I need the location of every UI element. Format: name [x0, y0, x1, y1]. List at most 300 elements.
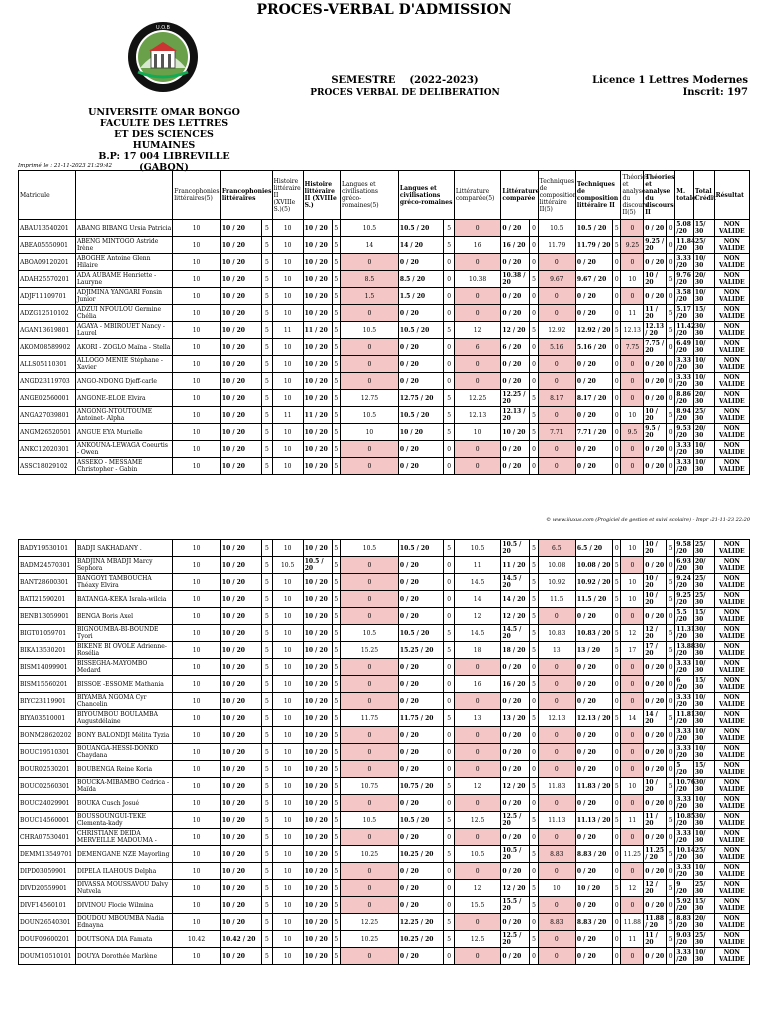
- total-credit-cell: 15/ 30: [693, 220, 714, 237]
- table-row: [19, 574, 750, 591]
- hist-score-cell: 10: [272, 390, 303, 407]
- hist-credit-cell: 5: [332, 540, 340, 557]
- theo-score-cell: 11: [621, 305, 644, 322]
- total-credit-cell: 25/ 30: [693, 407, 714, 424]
- franc-score-cell: 10: [173, 710, 221, 727]
- litt-note-cell: 0 / 20: [501, 441, 530, 458]
- hist-score-cell: 10: [272, 778, 303, 795]
- tech-score-cell: 7.71: [538, 424, 575, 441]
- lang-score-cell: 10.5: [340, 322, 398, 339]
- franc-score-cell: 10: [173, 642, 221, 659]
- franc-note-cell: 10 / 20: [220, 220, 261, 237]
- franc-score-cell: 10: [173, 356, 221, 373]
- lang-score-cell: 10.5: [340, 407, 398, 424]
- franc-credit-cell: 5: [262, 659, 272, 676]
- tech-note-cell: 12.92 / 20: [575, 322, 612, 339]
- total-mark-cell: 11.81 /20: [676, 711, 696, 725]
- result-cell: NON VALIDE: [714, 744, 749, 761]
- lang-score-cell: 10.5: [340, 625, 398, 642]
- hist-note-cell: 10 / 20: [303, 642, 332, 659]
- col-hist-note: Histoire littéraire II (XVIIIe S.): [303, 171, 340, 220]
- table-row: [19, 880, 750, 897]
- total-credit-cell: 15/ 30: [693, 305, 714, 322]
- litt-credit-cell: 5: [530, 390, 538, 407]
- lang-note-cell: 0 / 20: [398, 441, 444, 458]
- hist-note-cell: 10 / 20: [303, 424, 332, 441]
- hist-note-cell: 10 / 20: [303, 220, 332, 237]
- tech-score-cell: 0: [538, 373, 575, 390]
- franc-credit-cell: 5: [262, 727, 272, 744]
- tech-score-cell: 10.08: [538, 557, 575, 574]
- tech-credit-cell: 0: [613, 676, 621, 693]
- tech-credit-cell: 0: [613, 407, 621, 424]
- tech-note-cell: 0 / 20: [575, 795, 612, 812]
- hist-credit-cell: 5: [332, 339, 340, 356]
- franc-credit-cell: 5: [262, 356, 272, 373]
- theo-note-cell: 0 / 20: [644, 829, 667, 846]
- litt-score-cell: 0: [454, 659, 501, 676]
- tech-credit-cell: 5: [613, 574, 621, 591]
- hist-note-cell: 10 / 20: [303, 931, 332, 948]
- tech-note-cell: 0 / 20: [575, 863, 612, 880]
- student-name-cell: ANGONG-NTOUTOUME Antoinet- Alpha: [75, 407, 172, 424]
- litt-score-cell: 0: [454, 914, 501, 931]
- lang-credit-cell: 5: [444, 914, 454, 931]
- total-mark-cell: 9.03 /20: [675, 931, 694, 948]
- franc-note-cell: 10 / 20: [220, 642, 261, 659]
- total-mark-cell: 5.08 /20: [675, 220, 694, 237]
- theo-credit-cell: 5: [667, 625, 675, 642]
- litt-note-cell: 12.13 / 20: [501, 407, 530, 424]
- litt-score-cell: 14: [454, 591, 501, 608]
- tech-score-cell: 10.83: [538, 625, 575, 642]
- hist-score-cell: 10: [272, 863, 303, 880]
- hist-score-cell: 10: [272, 288, 303, 305]
- student-name-cell: ANGO-NDONG Djeff-carle: [75, 373, 172, 390]
- litt-credit-cell: 0: [530, 254, 538, 271]
- theo-note-cell: 0 / 20: [644, 795, 667, 812]
- tech-credit-cell: 0: [613, 693, 621, 710]
- hist-note-cell: 10 / 20: [303, 339, 332, 356]
- franc-credit-cell: 5: [262, 710, 272, 727]
- lang-note-cell: 10.5 / 20: [398, 625, 444, 642]
- theo-credit-cell: 5: [667, 305, 675, 322]
- tech-note-cell: 0 / 20: [575, 676, 612, 693]
- litt-credit-cell: 0: [530, 305, 538, 322]
- tech-note-cell: 10.92 / 20: [575, 574, 612, 591]
- result-cell: NON VALIDE: [714, 727, 749, 744]
- lang-note-cell: 10 / 20: [398, 424, 444, 441]
- hist-note-cell: 10 / 20: [303, 254, 332, 271]
- lang-note-cell: 10.5 / 20: [398, 812, 444, 829]
- col-tech-score: Techniques de composition littéraire II(5): [538, 171, 575, 220]
- franc-credit-cell: 5: [262, 237, 272, 254]
- litt-score-cell: 15.5: [454, 897, 501, 914]
- theo-note-cell: 9.25 / 20: [644, 237, 667, 254]
- result-cell: NON VALIDE: [714, 931, 749, 948]
- lang-note-cell: 0 / 20: [398, 863, 444, 880]
- hist-credit-cell: 5: [332, 237, 340, 254]
- lang-credit-cell: 0: [444, 557, 454, 574]
- tech-note-cell: 11.13 / 20: [575, 812, 612, 829]
- table-row: [19, 829, 750, 846]
- matricule-cell: DOUN26540301: [19, 914, 76, 931]
- lang-score-cell: 0: [340, 339, 398, 356]
- tech-credit-cell: 0: [613, 305, 621, 322]
- tech-score-cell: 5.16: [538, 339, 575, 356]
- theo-note-cell: 0 / 20: [644, 288, 667, 305]
- col-hist-score: Histoire littéraire II (XVIIIe S.)(5): [272, 171, 303, 220]
- lang-credit-cell: 0: [444, 727, 454, 744]
- total-mark-cell: 9.25 /20: [675, 591, 694, 608]
- theo-score-cell: 0: [621, 676, 644, 693]
- lang-credit-cell: 0: [444, 339, 454, 356]
- theo-note-cell: 0 / 20: [644, 863, 667, 880]
- litt-credit-cell: 0: [530, 914, 538, 931]
- lang-score-cell: 0: [340, 557, 398, 574]
- total-credit-cell: 25/ 30: [693, 574, 714, 591]
- total-credit-cell: 10/ 30: [693, 288, 714, 305]
- litt-credit-cell: 5: [530, 676, 538, 693]
- theo-credit-cell: 5: [667, 931, 675, 948]
- franc-note-cell: 10 / 20: [220, 237, 261, 254]
- tech-credit-cell: 0: [613, 914, 621, 931]
- litt-score-cell: 0: [454, 795, 501, 812]
- theo-score-cell: 0: [621, 441, 644, 458]
- lang-score-cell: 0: [340, 761, 398, 778]
- total-mark-cell: 10.85 /20: [676, 813, 696, 827]
- program-block: [560, 75, 748, 99]
- page-title: PROCES-VERBAL D'ADMISSION: [256, 2, 512, 18]
- hist-score-cell: 10: [272, 761, 303, 778]
- total-credit-cell: 10/ 30: [693, 693, 714, 710]
- result-cell: NON VALIDE: [714, 710, 749, 727]
- theo-note-cell: 14 / 20: [644, 710, 667, 727]
- litt-score-cell: 10.5: [454, 540, 501, 557]
- lang-score-cell: 12.25: [340, 914, 398, 931]
- theo-note-cell: 10 / 20: [644, 407, 667, 424]
- franc-score-cell: 10: [173, 676, 221, 693]
- tech-note-cell: 11.5 / 20: [575, 591, 612, 608]
- lang-note-cell: 10.5 / 20: [398, 540, 444, 557]
- hist-note-cell: 10 / 20: [303, 897, 332, 914]
- tech-credit-cell: 0: [613, 271, 621, 288]
- lang-note-cell: 0 / 20: [398, 761, 444, 778]
- matricule-cell: DIVF14560101: [19, 897, 76, 914]
- litt-score-cell: 0: [454, 458, 501, 475]
- tech-score-cell: 0: [538, 254, 575, 271]
- lang-credit-cell: 5: [444, 846, 454, 863]
- total-mark-cell: 8.94 /20: [675, 407, 694, 424]
- lang-score-cell: 10.5: [340, 812, 398, 829]
- table-row: [19, 339, 750, 356]
- lang-score-cell: 10.5: [340, 540, 398, 557]
- hist-note-cell: 10 / 20: [303, 727, 332, 744]
- theo-note-cell: 10 / 20: [644, 778, 667, 795]
- matricule-cell: BIGT01059701: [19, 625, 76, 642]
- result-cell: NON VALIDE: [714, 846, 749, 863]
- result-cell: NON VALIDE: [714, 220, 749, 237]
- total-mark-cell: 3.33 /20: [675, 254, 694, 271]
- franc-score-cell: 10: [173, 407, 221, 424]
- franc-credit-cell: 5: [262, 931, 272, 948]
- litt-note-cell: 10.5 / 20: [501, 846, 530, 863]
- lang-score-cell: 0: [340, 829, 398, 846]
- result-cell: NON VALIDE: [714, 237, 749, 254]
- litt-credit-cell: 0: [530, 288, 538, 305]
- tech-note-cell: 0 / 20: [575, 288, 612, 305]
- table-row: [19, 761, 750, 778]
- hist-credit-cell: 5: [332, 795, 340, 812]
- theo-note-cell: 17 / 20: [644, 642, 667, 659]
- theo-score-cell: 0: [621, 458, 644, 475]
- lang-credit-cell: 5: [444, 237, 454, 254]
- franc-score-cell: 10: [173, 863, 221, 880]
- program-name: Licence 1 Lettres Modernes: [592, 75, 748, 86]
- franc-note-cell: 10 / 20: [220, 356, 261, 373]
- total-mark-cell: 3.33 /20: [675, 373, 694, 390]
- tech-credit-cell: 0: [613, 254, 621, 271]
- litt-score-cell: 0: [454, 441, 501, 458]
- hist-score-cell: 10: [272, 829, 303, 846]
- result-cell: NON VALIDE: [714, 540, 749, 557]
- lang-score-cell: 0: [340, 608, 398, 625]
- litt-score-cell: 12.5: [454, 931, 501, 948]
- lang-note-cell: 10.5 / 20: [398, 407, 444, 424]
- tech-score-cell: 11.13: [538, 812, 575, 829]
- franc-score-cell: 10: [173, 458, 221, 475]
- result-cell: NON VALIDE: [714, 390, 749, 407]
- lang-score-cell: 0: [340, 795, 398, 812]
- hist-score-cell: 10: [272, 458, 303, 475]
- hist-credit-cell: 5: [332, 288, 340, 305]
- litt-score-cell: 12: [454, 608, 501, 625]
- total-credit-cell: 10/ 30: [693, 458, 714, 475]
- table-row: [19, 948, 750, 965]
- total-credit-cell: 25/ 30: [693, 591, 714, 608]
- hist-credit-cell: 5: [332, 948, 340, 965]
- matricule-cell: DEMM13549701: [19, 846, 76, 863]
- theo-score-cell: 0: [621, 693, 644, 710]
- franc-credit-cell: 5: [262, 948, 272, 965]
- tech-note-cell: 0 / 20: [575, 458, 612, 475]
- lang-note-cell: 0 / 20: [398, 795, 444, 812]
- litt-score-cell: 0: [454, 863, 501, 880]
- theo-credit-cell: 0: [667, 863, 675, 880]
- franc-credit-cell: 5: [262, 676, 272, 693]
- lang-note-cell: 15.25 / 20: [398, 642, 444, 659]
- hist-note-cell: 10 / 20: [303, 305, 332, 322]
- tech-note-cell: 0 / 20: [575, 897, 612, 914]
- franc-score-cell: 10: [173, 441, 221, 458]
- litt-credit-cell: 5: [530, 846, 538, 863]
- lang-credit-cell: 5: [444, 220, 454, 237]
- theo-score-cell: 7.75: [621, 339, 644, 356]
- table-row: [19, 390, 750, 407]
- lang-score-cell: 0: [340, 458, 398, 475]
- litt-score-cell: 0: [454, 744, 501, 761]
- litt-note-cell: 0 / 20: [501, 693, 530, 710]
- hist-credit-cell: 5: [332, 407, 340, 424]
- theo-credit-cell: 5: [667, 778, 675, 795]
- result-cell: NON VALIDE: [714, 458, 749, 475]
- hist-credit-cell: 5: [332, 557, 340, 574]
- hist-credit-cell: 5: [332, 642, 340, 659]
- franc-credit-cell: 5: [262, 761, 272, 778]
- lang-credit-cell: 0: [444, 880, 454, 897]
- hist-score-cell: 10: [272, 220, 303, 237]
- student-name-cell: BIGNOUMBA-BI-BOUNDE Tyori: [75, 625, 172, 642]
- tech-note-cell: 13 / 20: [575, 642, 612, 659]
- litt-note-cell: 0 / 20: [501, 373, 530, 390]
- litt-credit-cell: 5: [530, 880, 538, 897]
- tech-score-cell: 10.5: [538, 220, 575, 237]
- lang-score-cell: 10.25: [340, 846, 398, 863]
- table-row: [19, 676, 750, 693]
- total-mark-cell: 9.53 /20: [675, 424, 694, 441]
- tech-credit-cell: 0: [613, 897, 621, 914]
- hist-score-cell: 10: [272, 373, 303, 390]
- hist-credit-cell: 5: [332, 625, 340, 642]
- student-name-cell: DOUDOU MBOUMBA Nadia Ednayna: [75, 914, 172, 931]
- franc-credit-cell: 5: [262, 812, 272, 829]
- hist-score-cell: 11: [272, 322, 303, 339]
- theo-score-cell: 0: [621, 744, 644, 761]
- lang-score-cell: 0: [340, 744, 398, 761]
- lang-credit-cell: 5: [444, 540, 454, 557]
- litt-score-cell: 0: [454, 829, 501, 846]
- litt-note-cell: 14.5 / 20: [501, 625, 530, 642]
- litt-note-cell: 14 / 20: [501, 591, 530, 608]
- theo-score-cell: 0: [621, 829, 644, 846]
- hist-note-cell: 10 / 20: [303, 574, 332, 591]
- result-cell: NON VALIDE: [714, 659, 749, 676]
- litt-score-cell: 12.5: [454, 812, 501, 829]
- lang-note-cell: 0 / 20: [398, 659, 444, 676]
- litt-score-cell: 16: [454, 237, 501, 254]
- table-row: [19, 254, 750, 271]
- franc-score-cell: 10: [173, 829, 221, 846]
- tech-score-cell: 0: [538, 931, 575, 948]
- franc-note-cell: 10.42 / 20: [220, 931, 261, 948]
- franc-score-cell: 10: [173, 778, 221, 795]
- tech-note-cell: 10.83 / 20: [575, 625, 612, 642]
- matricule-cell: BIYC23119901: [19, 693, 76, 710]
- total-mark-cell: 9.58 /20: [675, 540, 694, 557]
- tech-note-cell: 11.83 / 20: [575, 778, 612, 795]
- student-name-cell: ABANG BIBANG Ursia Patricia: [75, 220, 172, 237]
- hist-credit-cell: 5: [332, 220, 340, 237]
- franc-credit-cell: 5: [262, 540, 272, 557]
- hist-credit-cell: 5: [332, 441, 340, 458]
- lang-note-cell: 0 / 20: [398, 305, 444, 322]
- matricule-cell: ABAU13540201: [19, 220, 76, 237]
- litt-credit-cell: 5: [530, 322, 538, 339]
- theo-score-cell: 10: [621, 271, 644, 288]
- deliberation-table-2: [18, 539, 750, 965]
- total-credit-cell: 30/ 30: [693, 778, 714, 795]
- franc-score-cell: 10: [173, 608, 221, 625]
- tech-note-cell: 0 / 20: [575, 744, 612, 761]
- tech-note-cell: 8.83 / 20: [575, 846, 612, 863]
- litt-score-cell: 0: [454, 220, 501, 237]
- matricule-cell: BIKA13530201: [19, 642, 76, 659]
- franc-credit-cell: 5: [262, 642, 272, 659]
- theo-credit-cell: 5: [667, 880, 675, 897]
- litt-note-cell: 6 / 20: [501, 339, 530, 356]
- litt-credit-cell: 0: [530, 761, 538, 778]
- franc-note-cell: 10 / 20: [220, 625, 261, 642]
- hist-credit-cell: 5: [332, 829, 340, 846]
- table-row: [19, 540, 750, 557]
- theo-score-cell: 11.88: [621, 914, 644, 931]
- tech-score-cell: 0: [538, 407, 575, 424]
- tech-credit-cell: 5: [613, 710, 621, 727]
- hist-score-cell: 10: [272, 608, 303, 625]
- tech-credit-cell: 0: [613, 659, 621, 676]
- theo-credit-cell: 0: [667, 441, 675, 458]
- theo-note-cell: 12 / 20: [644, 880, 667, 897]
- lang-note-cell: 0 / 20: [398, 458, 444, 475]
- franc-note-cell: 10 / 20: [220, 897, 261, 914]
- lang-credit-cell: 0: [444, 795, 454, 812]
- theo-credit-cell: 0: [667, 458, 675, 475]
- litt-note-cell: 0 / 20: [501, 761, 530, 778]
- litt-score-cell: 0: [454, 356, 501, 373]
- hist-score-cell: 11: [272, 407, 303, 424]
- result-cell: NON VALIDE: [714, 441, 749, 458]
- franc-note-cell: 10 / 20: [220, 288, 261, 305]
- franc-score-cell: 10: [173, 812, 221, 829]
- table-row: [19, 914, 750, 931]
- theo-credit-cell: 0: [667, 339, 675, 356]
- tech-score-cell: 0: [538, 761, 575, 778]
- hist-score-cell: 10: [272, 574, 303, 591]
- table-row: [19, 271, 750, 288]
- total-mark-cell: 11.42 /20: [676, 323, 696, 337]
- tech-score-cell: 0: [538, 659, 575, 676]
- tech-score-cell: 0: [538, 948, 575, 965]
- tech-credit-cell: 0: [613, 288, 621, 305]
- litt-note-cell: 14.5 / 20: [501, 574, 530, 591]
- total-mark-cell: 6.49 /20: [675, 339, 694, 356]
- theo-score-cell: 0: [621, 557, 644, 574]
- tech-note-cell: 0 / 20: [575, 931, 612, 948]
- matricule-cell: DIPD03059901: [19, 863, 76, 880]
- total-mark-cell: 9.76 /20: [675, 271, 694, 288]
- tech-credit-cell: 0: [613, 761, 621, 778]
- hist-note-cell: 10 / 20: [303, 693, 332, 710]
- litt-note-cell: 18 / 20: [501, 642, 530, 659]
- theo-score-cell: 0: [621, 761, 644, 778]
- university-logo-icon: [126, 20, 200, 94]
- franc-score-cell: 10: [173, 390, 221, 407]
- total-mark-cell: 3.33 /20: [675, 829, 694, 846]
- franc-note-cell: 10 / 20: [220, 458, 261, 475]
- total-credit-cell: 10/ 30: [693, 948, 714, 965]
- hist-score-cell: 10: [272, 710, 303, 727]
- total-credit-cell: 15/ 30: [693, 897, 714, 914]
- theo-credit-cell: 5: [667, 407, 675, 424]
- litt-credit-cell: 0: [530, 441, 538, 458]
- franc-credit-cell: 5: [262, 305, 272, 322]
- franc-score-cell: 10: [173, 574, 221, 591]
- litt-credit-cell: 0: [530, 458, 538, 475]
- hist-credit-cell: 5: [332, 693, 340, 710]
- total-mark-cell: 10.76 /20: [676, 779, 696, 793]
- litt-note-cell: 12 / 20: [501, 322, 530, 339]
- theo-note-cell: 0 / 20: [644, 727, 667, 744]
